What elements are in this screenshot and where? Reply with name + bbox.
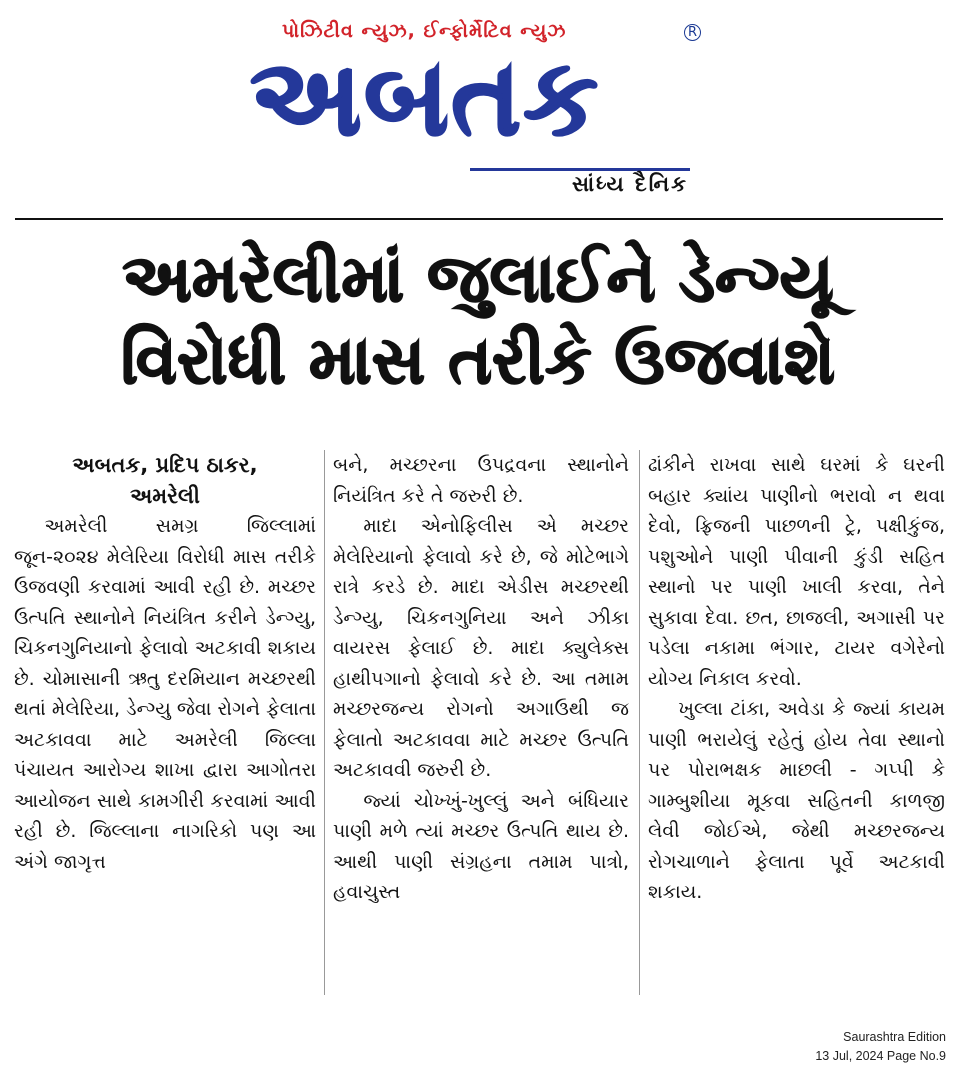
masthead-tagline: પોઝિટીવ ન્યુઝ, ઈન્ફોર્મેટિવ ન્યુઝ bbox=[282, 20, 567, 42]
article-paragraph: ઢાંકીને રાખવા સાથે ઘરમાં કે ઘરની બહાર ક્યાંય પાણીનો ભરાવો ન થવા દેવો, ફ્રિજની પાછળની ટ્રે, પક્ષીકુંજ, પશુઓને પાણી પીવાની કુંડી સહિત સ્થાનો પર પાણી ખાલી કરવા, તેને સુકાવા દેવા. છત, છાજલી, અગાસી પર પડેલા નકામા ભંગાર, ટાયર વગેરેનો યોગ્ય નિકાલ કરવો. bbox=[648, 454, 945, 690]
column-divider bbox=[324, 450, 325, 995]
registered-mark: R bbox=[684, 24, 701, 41]
edition-label: Saurashtra Edition bbox=[843, 1030, 946, 1044]
masthead bbox=[0, 0, 956, 215]
article-headline bbox=[20, 238, 936, 402]
date-page-label: 13 Jul, 2024 Page No.9 bbox=[815, 1049, 946, 1063]
headline-line-2: વિરોધી માસ તરીકે ઉજવાશે bbox=[120, 322, 836, 399]
headline-line-1: અમરેલીમાં જુલાઈને ડેન્ગ્યૂ bbox=[122, 240, 834, 317]
newspaper-logo: અબતક bbox=[250, 36, 601, 159]
byline-line-1: અબતક, પ્રદિપ ઠાકર, bbox=[72, 453, 258, 477]
article-column-2 bbox=[333, 450, 629, 908]
column-divider bbox=[639, 450, 640, 995]
byline-line-2: અમરેલી bbox=[130, 483, 200, 508]
article-paragraph: બને, મચ્છરના ઉપદ્રવના સ્થાનોને નિયંત્રિત કરે તે જરુરી છે. bbox=[333, 454, 629, 507]
masthead-divider bbox=[15, 218, 943, 220]
logo-underline bbox=[470, 168, 690, 171]
article-column-1 bbox=[14, 450, 316, 877]
masthead-subtitle: સાંધ્ય દૈનિક bbox=[572, 172, 688, 196]
article-paragraph: અમરેલી સમગ્ર જિલ્લામાં જૂન-૨૦૨૪ મેલેરિયા વિરોધી માસ તરીકે ઉજવણી કરવામાં આવી રહી છે. મચ્છર ઉત્પતિ સ્થાનોને નિયંત્રિત કરીને ડેન્ગ્યુ, ચિકનગુનિયાનો ફેલાવો અટકાવી શકાય છે. ચોમાસાની ઋતુ દરમિયાન મચ્છરથી થતાં મેલેરિયા, ડેન્ગ્યુ જેવા રોગને ફેલાતા અટકાવવા માટે અમરેલી જિલ્લા પંચાયત આરોગ્ય શાખા દ્વારા આગોતરા આયોજન સાથે કામગીરી કરવામાં આવી રહી છે. જિલ્લાના નાગરિકો પણ આ અંગે જાગૃત્ત bbox=[14, 515, 316, 873]
article-column-3 bbox=[648, 450, 945, 908]
article-paragraph: ખુલ્લા ટાંકા, અવેડા કે જ્યાં કાયમ પાણી ભરાયેલું રહેતું હોય તેવા સ્થાનો પર પોરાભક્ષક માછલી - ગપ્પી કે ગામ્બુશીયા મૂકવા સહિતની કાળજી લેવી જોઈએ, જેથી મચ્છરજન્ય રોગચાળાને ફેલાતા પૂર્વે અટકાવી શકાય. bbox=[648, 698, 945, 903]
article-paragraph: માદા એનોફિલીસ એ મચ્છર મેલેરિયાનો ફેલાવો કરે છે, જે મોટેભાગે રાત્રે કરડે છે. માદા એડીસ મચ્છરથી ડેન્ગ્યુ, ચિકનગુનિયા અને ઝીકા વાયરસ ફેલાઈ છે. માદા ક્યુલેક્સ હાથીપગાનો ફેલાવો કરે છે. આ તમામ મચ્છરજન્ય રોગનો અગાઉથી જ ફેલાતો અટકાવવા માટે મચ્છર ઉત્પતિ અટકાવવી જરુરી છે. bbox=[333, 515, 629, 781]
article-paragraph: જ્યાં ચોખ્ખું-ખુલ્લું અને બંધિયાર પાણી મળે ત્યાં મચ્છર ઉત્પતિ થાય છે. આથી પાણી સંગ્રહના તમામ પાત્રો, હવાચુસ્ત bbox=[333, 789, 629, 903]
page-footer bbox=[815, 1028, 946, 1066]
